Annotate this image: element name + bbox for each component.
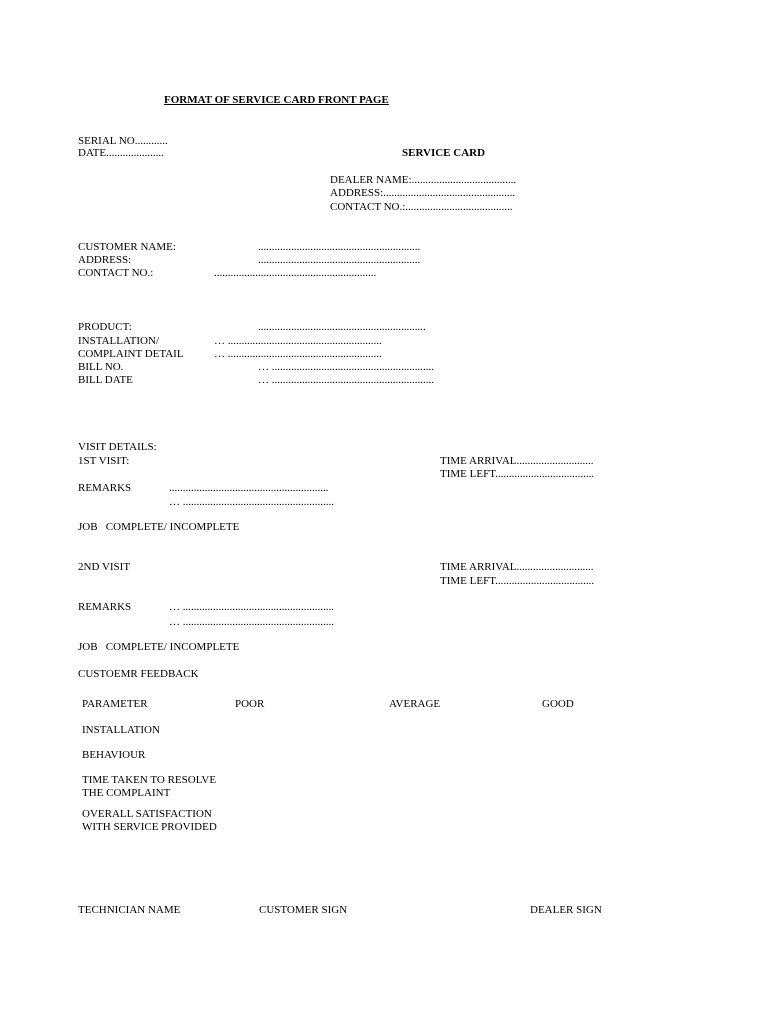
installation-label: INSTALLATION/ xyxy=(78,335,159,347)
dealer-address-field: ADDRESS:................................................ xyxy=(330,187,516,199)
visit1-label: 1ST VISIT: xyxy=(78,455,130,467)
product-dots: ............................................................. xyxy=(258,321,426,333)
customer-address-label: ADDRESS: xyxy=(78,254,132,266)
feedback-row-behaviour: BEHAVIOUR xyxy=(82,749,146,761)
complaint-detail-dots: … ........................................................ xyxy=(214,348,382,360)
visit2-remarks-line1: … ....................................................... xyxy=(169,601,334,613)
visit1-remarks-label: REMARKS xyxy=(78,482,132,494)
dealer-sign-label: DEALER SIGN xyxy=(530,904,602,916)
feedback-row-installation: INSTALLATION xyxy=(82,724,160,736)
visit1-remarks-line2: … ....................................................... xyxy=(169,496,334,508)
customer-name-label: CUSTOMER NAME: xyxy=(78,241,176,253)
visit1-remarks-line1: .......................................................... xyxy=(169,482,329,494)
bill-date-label: BILL DATE xyxy=(78,374,133,386)
customer-sign-label: CUSTOMER SIGN xyxy=(259,904,348,916)
technician-name-label: TECHNICIAN NAME xyxy=(78,904,181,916)
feedback-col-average: AVERAGE xyxy=(389,698,441,710)
customer-contact-dots: ........................................................... xyxy=(214,267,377,279)
customer-contact-label: CONTACT NO.: xyxy=(78,267,154,279)
feedback-heading: CUSTOEMR FEEDBACK xyxy=(78,668,199,680)
installation-dots: … ........................................................ xyxy=(214,335,382,347)
visit1-job-status: JOB COMPLETE/ INCOMPLETE xyxy=(78,521,240,533)
visit1-time-left: TIME LEFT.................................... xyxy=(440,468,595,480)
bill-date-dots: … ........................................................... xyxy=(258,374,434,386)
page-title: FORMAT OF SERVICE CARD FRONT PAGE xyxy=(164,94,389,106)
visit2-label: 2ND VISIT xyxy=(78,561,131,573)
visit2-remarks-label: REMARKS xyxy=(78,601,132,613)
visit1-time-arrival: TIME ARRIVAL............................ xyxy=(440,455,594,467)
dealer-contact-field: CONTACT NO.:....................................... xyxy=(330,201,513,213)
feedback-row-overall-satisfaction: OVERALL SATISFACTION WITH SERVICE PROVIDED xyxy=(82,808,217,833)
visit2-time-arrival: TIME ARRIVAL............................ xyxy=(440,561,594,573)
product-label: PRODUCT: xyxy=(78,321,132,333)
visit-details-heading: VISIT DETAILS: xyxy=(78,441,157,453)
feedback-col-good: GOOD xyxy=(542,698,574,710)
serial-no-field: SERIAL NO............ xyxy=(78,135,168,147)
dealer-name-field: DEALER NAME:...................................... xyxy=(330,174,517,186)
visit2-remarks-line2: … ....................................................... xyxy=(169,616,334,628)
customer-address-dots: ........................................................... xyxy=(258,254,421,266)
feedback-col-poor: POOR xyxy=(235,698,265,710)
visit2-time-left: TIME LEFT.................................... xyxy=(440,575,595,587)
bill-no-dots: … ........................................................... xyxy=(258,361,434,373)
feedback-row-time-taken: TIME TAKEN TO RESOLVE THE COMPLAINT xyxy=(82,774,217,799)
feedback-col-parameter: PARAMETER xyxy=(82,698,148,710)
complaint-detail-label: COMPLAINT DETAIL xyxy=(78,348,184,360)
bill-no-label: BILL NO. xyxy=(78,361,124,373)
customer-name-dots: ........................................................... xyxy=(258,241,421,253)
visit2-job-status: JOB COMPLETE/ INCOMPLETE xyxy=(78,641,240,653)
date-field: DATE..................... xyxy=(78,147,164,159)
service-card-heading: SERVICE CARD xyxy=(402,147,486,159)
